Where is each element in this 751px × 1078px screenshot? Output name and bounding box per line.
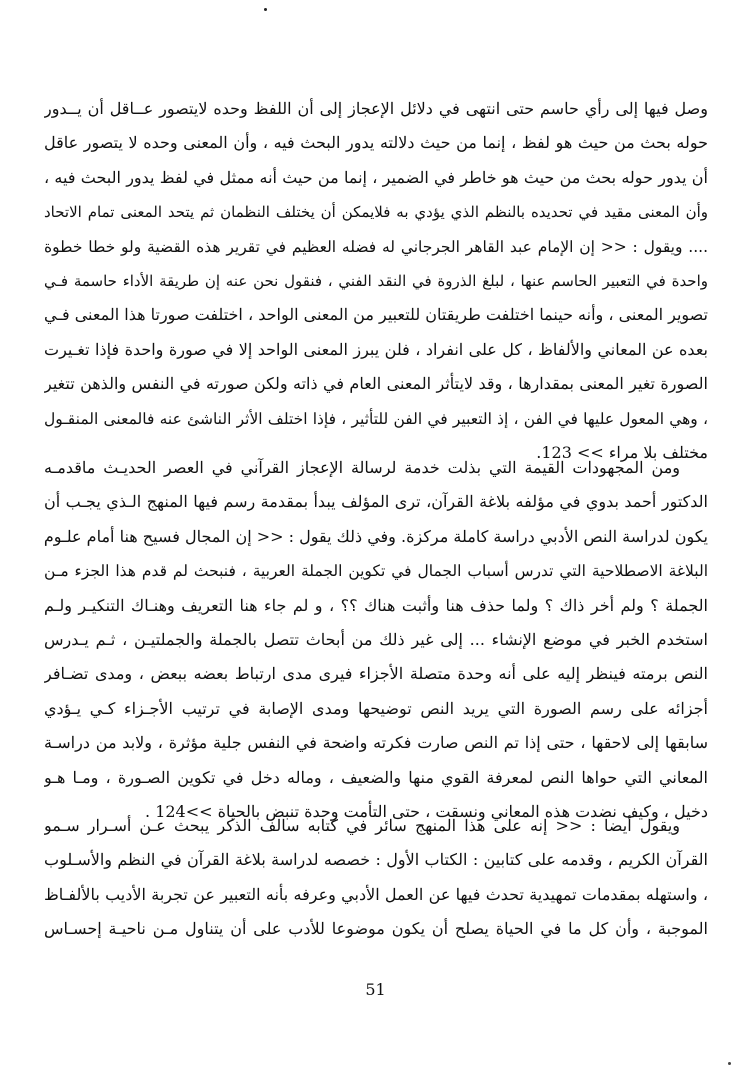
text-line: تصوير المعنى ، وأنه حينما اختلفت طريقتان للتعبير من المعنى الواحد ، اختلفت صورتا هذا المعنى فـي — [44, 305, 708, 325]
text-line: القرآن الكريم ، وقدمه على كتابين : الكتاب الأول : خصصه لدراسة بلاغة القرآن في النظم والأسـلوب — [44, 850, 708, 870]
text-line: ومن المجهودات القيمة التي بذلت خدمة لرسالة الإعجاز القرآني في العصر الحديـث ماقدمـه — [44, 458, 680, 477]
text-line: الصورة تغير المعنى بمقدارها ، وقد لايتأثر المعنى العام في ذاته ولكن صورته في النفس والذهن تتغير — [44, 374, 708, 394]
text-line: وأن المعنى مقيد في تحديده بالنظم الذي يؤدي به فلايمكن أن يختلف النظمان ثم يتحد المعنى تمام الاتحاد — [44, 203, 708, 222]
text-line: استخدم الخبر في موضع الإنشاء ... إلى غير ذلك من أبحاث تتصل بالجملة والجملتيـن ، ثـم يـدرس — [44, 629, 708, 649]
text-line: مختلف بلا مراء >> 123. — [536, 442, 708, 462]
text-line: ويقول أيضا : << إنه على هذا المنهج سائر في كتابه سالف الذكر يبحث عـن أسـرار سـمو — [44, 816, 680, 835]
paragraph-2 — [44, 451, 708, 829]
text-line: .... ويقول : << إن الإمام عبد القاهر الجرجاني له فضله العظيم في تقرير هذه القضية ولو خطا خطوة — [44, 237, 708, 256]
text-line: أن يدور حوله بحث من حيث هو خاطر في الضمير ، إنما من حيث أنه ممثل في لفظ يدور البحث فيه ، — [44, 167, 708, 187]
scan-speck — [728, 1062, 731, 1065]
text-line: بعده عن المعاني والألفاظ ، كل على انفراد ، فلن يبرز المعنى الواحد إلا في صورة واحدة فإذا تغـيرت — [44, 339, 708, 359]
text-line: يكون لدراسة النص الأدبي دراسة كاملة مركزة. وفي ذلك يقول : << إن المجال فسيح هنا أمام علـوم — [44, 526, 708, 546]
paragraph-3 — [44, 809, 708, 947]
text-line: ، وهي المعول عليها في الفن ، إذ التعبير في الفن للتأثير ، فإذا اختلف الأثر الناشئ عنه فالمعنى المنقـول — [44, 409, 708, 428]
text-line: أجزائه على رسم الصورة التي يريد النص توضيحها ومدى الإصابة في ترتيب الأجـزاء كـي يـؤدي — [44, 698, 708, 718]
text-line: المعاني التي حواها النص لمعرفة القوي منها والضعيف ، وماله دخل في تكوين الصـورة ، ومـا هـو — [44, 767, 708, 787]
text-line: ، واستهله بمقدمات تمهيدية تحدث فيها عن العمل الأدبي وعرفه بأنه التعبير عن تجربة الأديب بالألفـاظ — [44, 884, 708, 904]
paragraph-1 — [44, 92, 708, 470]
text-line: الموجبة ، وأن كل ما في الحياة يصلح أن يكون موضوعا للأدب على أن يتناول مـن ناحيـة إحسـاس — [44, 919, 708, 939]
text-line: النص برمته فينظر إليه على أنه وحدة متصلة الأجزاء فيرى مدى ارتباط بعضه ببعض ، ومدى تضـافر — [44, 664, 708, 684]
text-line: وصل فيها إلى رأي حاسم حتى انتهى في دلائل الإعجاز إلى أن اللفظ وحده لايتصور عــاقل أن يــدور — [44, 99, 708, 118]
text-line: حوله بحث من حيث هو لفظ ، إنما من حيث دلالته يدور البحث فيه ، وأن المعنى وحده لا يتصور عاقل — [44, 133, 708, 153]
text-line: البلاغة الاصطلاحية التي تدرس أسباب الجمال في تكوين الجملة العربية ، فنبحث لم قدم هذا الجزء مـن — [44, 562, 708, 581]
text-line: دخيل ، وكيف نضدت هذه المعاني ونسقت ، حتى التأمت وحدة تنبض بالحياة >>124 . — [145, 801, 708, 821]
text-line: واحدة في التعبير الحاسم عنها ، لبلغ الذروة في النقد الفني ، فنقول نحن عنه إن طريقة الأداء حاسمة فـي — [44, 271, 708, 290]
scan-speck — [264, 8, 267, 11]
text-line: الجملة ؟ ولم أخر ذاك ؟ ولما حذف هنا وأثبت هناك ؟؟ ، و لم جاء هنا التعريف وهنـاك التنكيـر ولـم — [44, 595, 708, 615]
text-line: الدكتور أحمد بدوي في مؤلفه بلاغة القرآن، ترى المؤلف يبدأ بمقدمة رسم فيها المنهج الـذي يجـب أن — [44, 492, 708, 512]
text-line: سابقها إلى لاحقها ، حتى إذا تم النص صارت فكرته واضحة في النفس جلية مؤثرة ، ولابد من دراسـة — [44, 733, 708, 753]
page-number: 51 — [365, 980, 386, 999]
